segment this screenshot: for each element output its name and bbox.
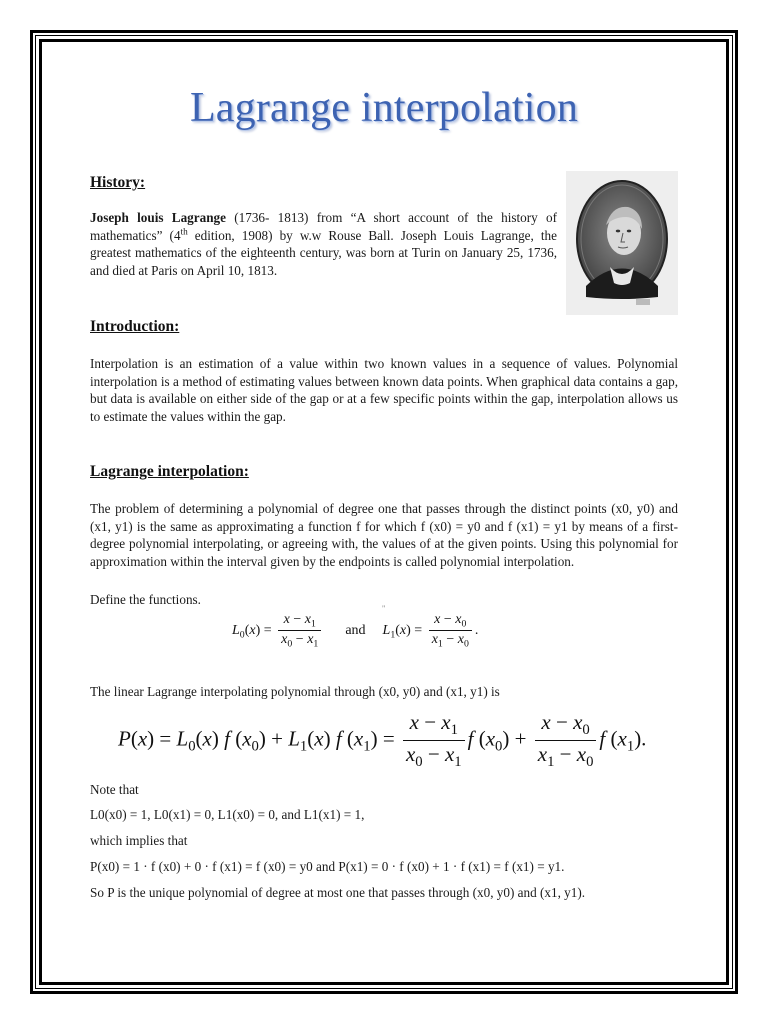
lagrange-paragraph: The problem of determining a polynomial of degree one that passes through the distinct points (x0, y0) and (x1, y1) is the same as approximating a function f for which f (x0) = y0 and f (x1) = y1 by means of a first-degree polynomial interpolating, or agreeing with, the values of at the given points. Using this polynomial for approximation within the interval given by the endpoints is called polynomial interpolation. (90, 501, 678, 569)
introduction-paragraph: Interpolation is an estimation of a value within two known values in a sequence of values. Polynomial interpolation is a method of estimating values between known data points. When graphical data contains a gap, but data is available on either side of the gap or at a few specific points within the gap, interpolation allows us to estimate the values within the gap. (90, 356, 678, 424)
unique-polynomial-line: So P is the unique polynomial of degree at most one that passes through (x0, y0) and (x1, y1). (90, 885, 586, 900)
implies-text: which implies that (90, 833, 188, 848)
interpolating-polynomial-equation: $P(x) = L_0(x)$ f $(x_0) + L_1(x)$ f $(x_1)$ = $\frac{x - x_1}{x_0 - x_1}$ f $(x_0)$ + $\frac{x - x_0}{x_1 - x_0}$ f $(x_1)$. (118, 710, 647, 771)
lagrange-portrait-image (566, 171, 678, 315)
p-values-line: P(x0) = 1 · f (x0) + 0 · f (x1) = f (x0) = y0 and P(x1) = 0 · f (x0) + 1 · f (x1) = f (x1) = y1. (90, 859, 565, 874)
note-that-text: Note that (90, 782, 139, 797)
and-text: and (345, 623, 366, 639)
linear-polynomial-intro: The linear Lagrange interpolating polynomial through (x0, y0) and (x1, y1) is (90, 684, 500, 699)
define-functions-text: Define the functions. (90, 592, 201, 607)
tiny-mark: " (382, 604, 386, 613)
basis-functions-equation: $L_0(x)$ = $\frac{x - x_1}{x_0 - x_1}$ and $L_1(x)$ = $\frac{x - x_0}{x_1 - x_0}$ . (232, 612, 479, 650)
history-heading: History: (90, 174, 146, 191)
lagrange-heading: Lagrange interpolation: (90, 463, 249, 480)
introduction-heading: Introduction: (90, 318, 180, 335)
history-text-b: edition, 1908) by w.w Rouse Ball. Joseph Louis Lagrange, the greatest mathematics of the eighteenth century, was born at Turin on January 25, 1736, and died at Paris on April 10, 1813. (90, 227, 557, 278)
basis-values-line: L0(x0) = 1, L0(x1) = 0, L1(x0) = 0, and L1(x1) = 1, (90, 807, 365, 822)
history-paragraph (90, 209, 557, 279)
lagrange-name: Joseph louis Lagrange (90, 210, 226, 225)
page-title: Lagrange interpolation (189, 85, 579, 131)
history-superscript: th (180, 226, 188, 237)
history-text-a: (1736- 1813) from “A short account of the history of mathematics” (4 (90, 210, 557, 243)
